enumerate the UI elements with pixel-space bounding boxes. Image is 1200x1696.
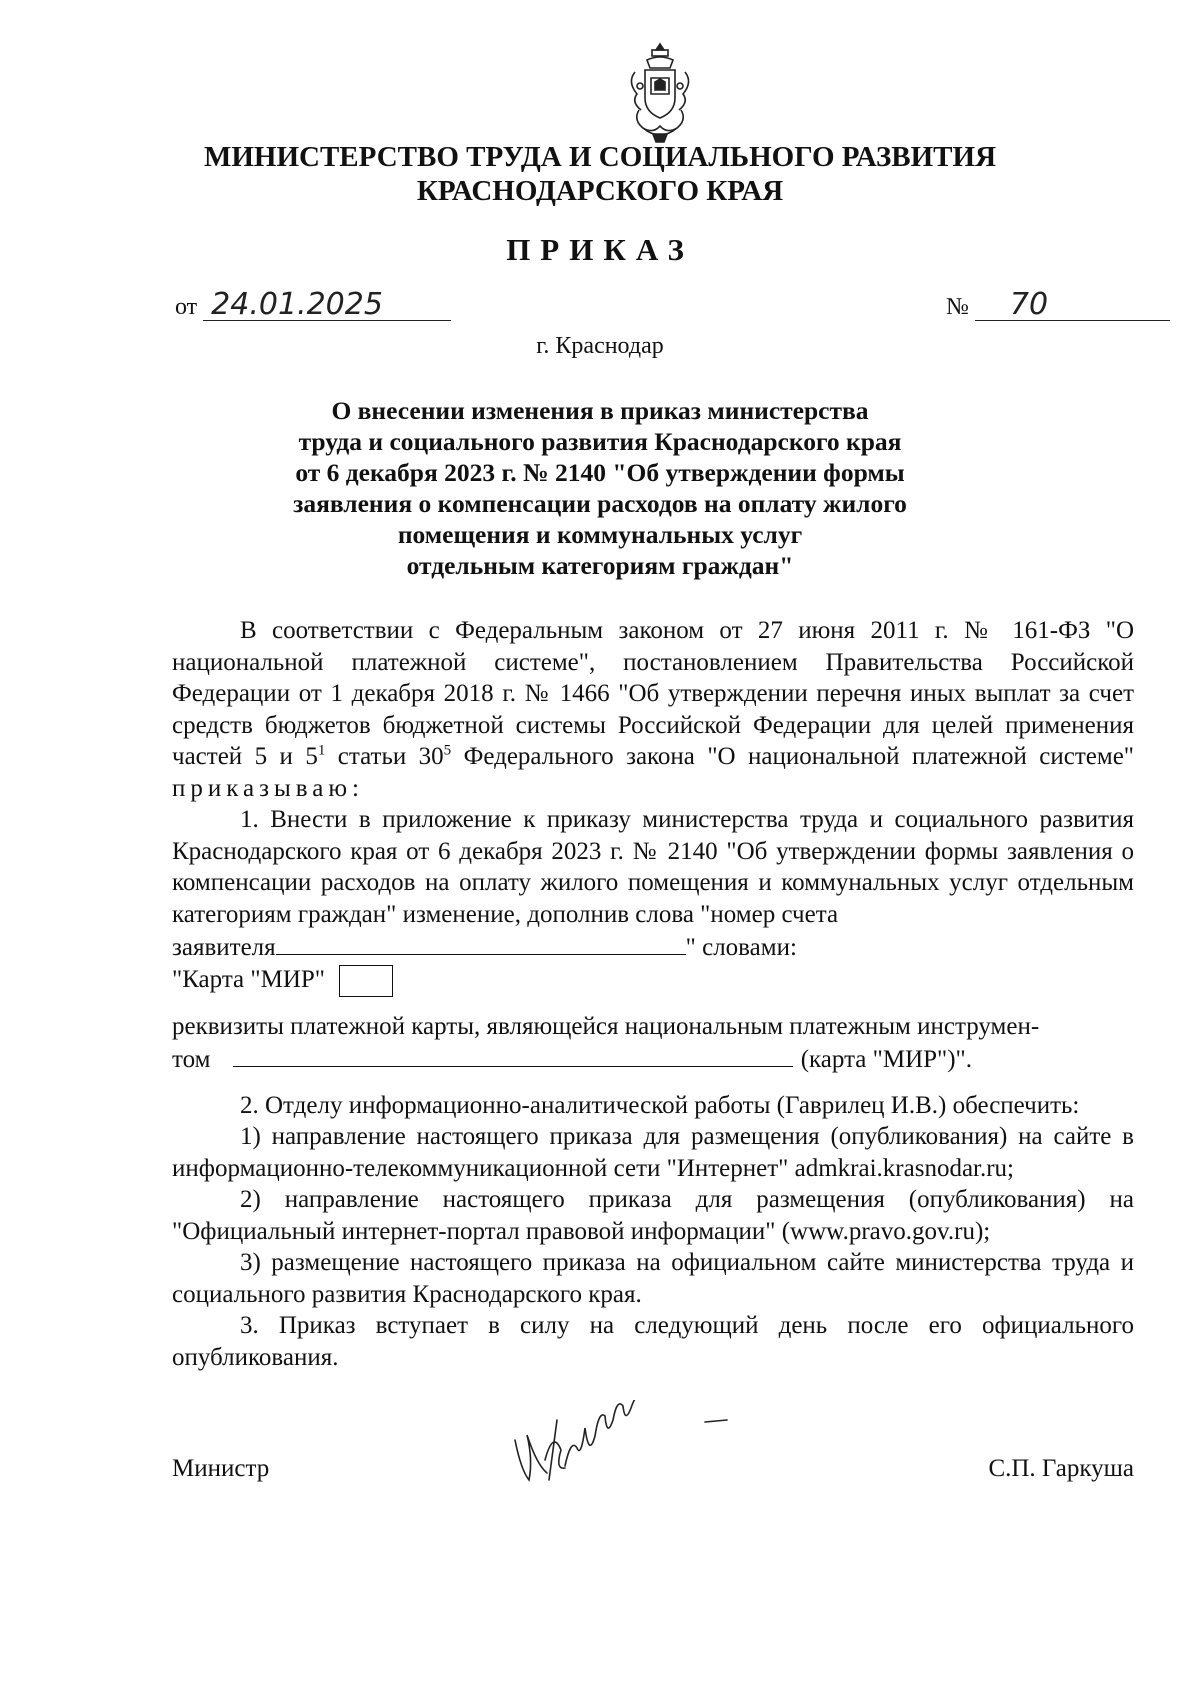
number-value: 70 xyxy=(975,290,1170,321)
number-prefix: № xyxy=(946,294,969,320)
blank-line xyxy=(233,1042,793,1067)
ministry-name-line1: МИНИСТЕРСТВО ТРУДА И СОЦИАЛЬНОГО РАЗВИТИЯ xyxy=(203,141,997,173)
handwritten-signature xyxy=(505,1400,745,1490)
clause-3-paragraph: 3. Приказ вступает в силу на следующий день после его официального опубликования. xyxy=(172,1312,1134,1371)
subject-line: от 6 декабря 2023 г. № 2140 "Об утверждении формы xyxy=(295,458,905,487)
subject-line: помещения и коммунальных услуг xyxy=(397,520,803,549)
card-details-paragraph: реквизиты платежной карты, являющейся национальным платежным инструмен- xyxy=(172,1012,1040,1040)
date-value: 24.01.2025 xyxy=(203,290,451,321)
number-row xyxy=(946,287,1170,322)
checkbox-square xyxy=(339,965,393,997)
card-mir-line: "Карта "МИР" xyxy=(172,964,1134,997)
city: г. Краснодар xyxy=(536,333,664,359)
coat-of-arms-icon xyxy=(625,40,695,145)
subclause-1-paragraph: 1) направление настоящего приказа для размещения (опубликования) на сайте в информационно-телекоммуникационной сети "Интернет" admkrai.krasnodar.ru; xyxy=(172,1123,1134,1182)
document-body xyxy=(172,615,1134,1373)
subject-line: заявления о компенсации расходов на оплату жилого xyxy=(293,489,907,518)
clause-1-paragraph: 1. Внести в приложение к приказу министерства труда и социального развития Краснодарского края от 6 декабря 2023 г. № 2140 "Об утверждении формы заявления о компенсации расходов на оплату жилого помещения и коммунальных услуг отдельным категориям граждан" изменение, дополнив слова "номер счета xyxy=(172,806,1134,928)
card-details-line: том (карта "МИР")". xyxy=(172,1042,1134,1076)
subject-line: отдельным категориям граждан" xyxy=(406,551,794,580)
signatory-position: Министр xyxy=(172,1455,270,1482)
date-row xyxy=(175,287,451,322)
date-prefix: от xyxy=(175,294,198,320)
clause-2-paragraph: 2. Отделу информационно-аналитической работы (Гаврилец И.В.) обеспечить: xyxy=(240,1091,1080,1119)
subclause-2-paragraph: 2) направление настоящего приказа для размещения (опубликования) на "Официальный интернет-портал правовой информации" (www.pravo.gov.ru); xyxy=(172,1186,1134,1245)
subject-line: труда и социального развития Краснодарского края xyxy=(298,427,902,456)
ministry-header xyxy=(0,140,1200,208)
document-subject xyxy=(0,395,1200,581)
document-type: ПРИКАЗ xyxy=(506,232,694,267)
decree-word: приказываю: xyxy=(172,774,364,802)
subclause-3-paragraph: 3) размещение настоящего приказа на официальном сайте министерства труда и социального развития Краснодарского края. xyxy=(172,1249,1134,1308)
blank-line xyxy=(276,930,686,955)
ministry-name-line2: КРАСНОДАРСКОГО КРАЯ xyxy=(416,175,784,207)
signatory-name: С.П. Гаркуша xyxy=(988,1455,1134,1482)
applicant-account-line: заявителя " словами: xyxy=(172,930,1134,964)
subject-line: О внесении изменения в приказ министерства xyxy=(331,396,869,425)
preamble-paragraph: В соответствии с Федеральным законом от 27 июня 2011 г. № 161-ФЗ "О национальной платежной системе", постановлением Правительства Российской Федерации от 1 декабря 2018 г. № 1466 "Об утверждении перечня иных выплат за счет средств бюджетов бюджетной системы Российской Федерации для целей применения частей 5 и $5^1$ статьи $30^5$ Федерального закона "О национальной платежной системе" приказываю: xyxy=(172,617,1134,802)
